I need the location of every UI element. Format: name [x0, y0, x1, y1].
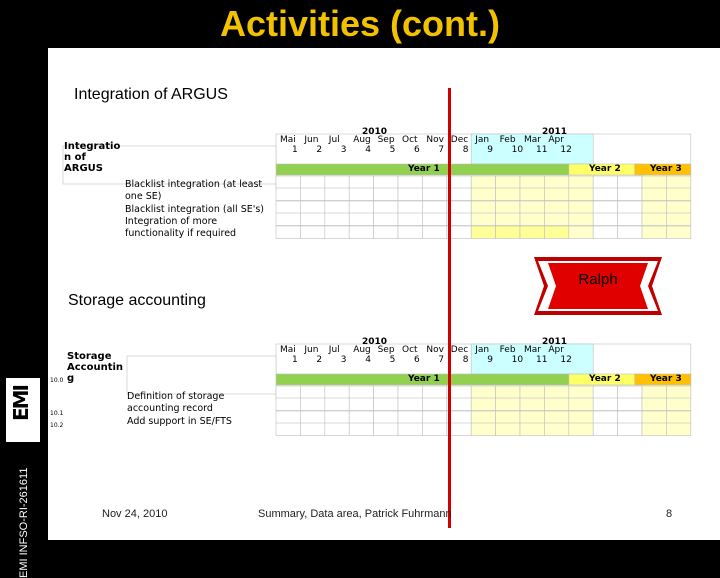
gantt-cell	[666, 176, 690, 189]
month-number: 11	[536, 145, 548, 155]
gantt-cell	[398, 188, 422, 201]
gantt-cell	[398, 176, 422, 189]
month-label: Jul	[328, 345, 340, 355]
gantt-cell	[349, 201, 373, 214]
gantt-cell	[496, 201, 520, 214]
gantt-cell	[422, 411, 446, 424]
gantt-cell	[398, 226, 422, 239]
gantt-cell	[544, 176, 568, 189]
gantt-cell	[593, 398, 617, 411]
gantt-cell	[520, 423, 544, 436]
gantt-cell	[276, 213, 300, 226]
section-heading-storage: Storage accounting	[68, 292, 206, 309]
month-number: 10	[511, 355, 524, 365]
gantt-cell	[666, 411, 690, 424]
month-label: Mai	[280, 135, 296, 145]
month-label: Sep	[377, 135, 395, 145]
gantt-cell	[496, 213, 520, 226]
year-2010-label: 2010	[362, 127, 388, 137]
project-id: EMI INFSO-RI-261611	[18, 467, 30, 578]
month-number: 2	[316, 145, 323, 155]
gantt-cell	[325, 176, 349, 189]
month-number: 3	[340, 355, 347, 365]
month-number: 9	[487, 145, 493, 155]
gantt-cell	[642, 423, 666, 436]
gantt-cell	[276, 188, 300, 201]
month-label: Feb	[499, 135, 516, 145]
gantt-cell	[471, 398, 495, 411]
month-label: Oct	[402, 345, 418, 355]
month-number: 8	[462, 355, 469, 365]
gantt-cell	[325, 386, 349, 399]
gantt-cell	[520, 176, 544, 189]
gantt-cell	[374, 423, 398, 436]
gantt-cell	[496, 398, 520, 411]
gantt-cell	[349, 423, 373, 436]
gantt-cell	[544, 226, 568, 239]
month-number: 12	[560, 145, 572, 155]
year-3-label: Year 3	[650, 374, 682, 384]
gantt-cell	[325, 226, 349, 239]
month-number: 8	[462, 145, 469, 155]
month-label: Apr	[548, 345, 564, 355]
gantt-cell	[471, 188, 495, 201]
month-label: Aug	[353, 135, 371, 145]
row-number: 10.1	[50, 410, 64, 417]
gantt-cell	[593, 188, 617, 201]
gantt-cell	[349, 226, 373, 239]
gantt-cell	[422, 188, 446, 201]
gantt-cell	[325, 188, 349, 201]
gantt-cell	[422, 398, 446, 411]
gantt-cell	[520, 226, 544, 239]
gantt-cell	[422, 423, 446, 436]
gantt-cell	[398, 386, 422, 399]
gantt-cell	[276, 386, 300, 399]
gantt-cell	[642, 188, 666, 201]
gantt-cell	[520, 213, 544, 226]
row-number: 10.2	[50, 422, 64, 429]
gantt-cell	[422, 386, 446, 399]
gantt-cell	[618, 176, 642, 189]
gantt-cell	[300, 411, 324, 424]
gantt-cell	[520, 411, 544, 424]
gantt-cell	[349, 213, 373, 226]
gantt-cell	[471, 176, 495, 189]
gantt-cell	[349, 176, 373, 189]
gantt-cell	[544, 386, 568, 399]
gantt-cell	[496, 423, 520, 436]
gantt-cell	[300, 188, 324, 201]
gantt-cell	[374, 386, 398, 399]
year-2011-label: 2011	[542, 127, 568, 137]
gantt-cell	[374, 201, 398, 214]
gantt-cell	[666, 386, 690, 399]
gantt-cell	[593, 423, 617, 436]
row-number: 10.0	[50, 377, 64, 384]
month-label: Oct	[402, 135, 418, 145]
gantt-cell	[642, 411, 666, 424]
month-label: Mar	[524, 135, 541, 145]
gantt-cell	[300, 226, 324, 239]
month-label: Jul	[328, 135, 340, 145]
month-number: 7	[438, 145, 445, 155]
gantt-cell	[349, 411, 373, 424]
gantt-cell	[374, 226, 398, 239]
month-label: Sep	[377, 345, 395, 355]
gantt-cell	[374, 213, 398, 226]
gantt-cell	[300, 201, 324, 214]
year-2011-label: 2011	[542, 337, 568, 347]
gantt-cell	[520, 386, 544, 399]
gantt-cell	[276, 176, 300, 189]
gantt-cell	[569, 423, 593, 436]
gantt-cell	[520, 188, 544, 201]
gantt-cell	[422, 213, 446, 226]
gantt-cell	[618, 423, 642, 436]
month-label: Aug	[353, 345, 371, 355]
month-number: 12	[560, 355, 572, 365]
month-label: Jun	[304, 345, 319, 355]
gantt-cell	[593, 176, 617, 189]
month-number: 6	[414, 145, 420, 155]
year-2-label: Year 2	[589, 374, 621, 384]
gantt-cell	[642, 386, 666, 399]
gantt-cell	[325, 398, 349, 411]
gantt-cell	[593, 213, 617, 226]
gantt-cell	[471, 226, 495, 239]
gantt-cell	[642, 213, 666, 226]
gantt-cell	[398, 411, 422, 424]
gantt-cell	[276, 201, 300, 214]
month-label: Apr	[548, 135, 564, 145]
month-number: 4	[365, 355, 371, 365]
gantt-cell	[569, 386, 593, 399]
section-label-argus: Integratio n of ARGUS	[64, 141, 121, 174]
gantt-cell	[300, 176, 324, 189]
month-label: Mai	[280, 345, 296, 355]
gantt-cell	[666, 213, 690, 226]
gantt-cell	[666, 423, 690, 436]
gantt-cell	[471, 423, 495, 436]
month-number: 5	[389, 145, 396, 155]
gantt-cell	[325, 213, 349, 226]
gantt-cell	[593, 411, 617, 424]
year-3-label: Year 3	[650, 164, 682, 174]
gantt-cell	[374, 176, 398, 189]
section-heading-argus: Integration of ARGUS	[74, 86, 228, 103]
year-2-label: Year 2	[589, 164, 621, 174]
gantt-cell	[496, 188, 520, 201]
month-label: Dec	[450, 345, 469, 355]
month-number: 3	[340, 145, 347, 155]
gantt-cell	[544, 398, 568, 411]
gantt-cell	[300, 423, 324, 436]
gantt-row-1: Blacklist integration (at least one SE)	[125, 179, 263, 202]
gantt-cell	[618, 398, 642, 411]
gantt-cell	[593, 386, 617, 399]
gantt-cell	[520, 201, 544, 214]
gantt-cell	[618, 226, 642, 239]
gantt-cell	[593, 201, 617, 214]
month-label: Jan	[475, 345, 490, 355]
month-number: 1	[292, 145, 298, 155]
month-label: Feb	[499, 345, 516, 355]
gantt-cell	[544, 201, 568, 214]
footer-date: Nov 24, 2010	[102, 508, 168, 520]
month-number: 4	[365, 145, 371, 155]
month-label: Jan	[475, 135, 490, 145]
footer-page: 8	[666, 508, 673, 520]
gantt-cell	[544, 411, 568, 424]
gantt-cell	[422, 201, 446, 214]
gantt-cell	[642, 226, 666, 239]
month-label: Mar	[524, 345, 541, 355]
gantt-cell	[642, 176, 666, 189]
gantt-cell	[398, 423, 422, 436]
gantt-cell	[666, 398, 690, 411]
month-number: 1	[292, 355, 298, 365]
year-1-label: Year 1	[408, 164, 440, 174]
gantt-cell	[496, 386, 520, 399]
month-number: 2	[316, 355, 323, 365]
gantt-cell	[569, 201, 593, 214]
month-number: 10	[511, 145, 524, 155]
gantt-cell	[618, 213, 642, 226]
gantt-cell	[544, 423, 568, 436]
gantt-cell	[276, 411, 300, 424]
gantt-cell	[276, 226, 300, 239]
gantt-cell	[544, 188, 568, 201]
gantt-cell	[349, 386, 373, 399]
gantt-cell	[374, 398, 398, 411]
gantt-cell	[300, 398, 324, 411]
gantt-cell	[496, 411, 520, 424]
gantt-cell	[642, 398, 666, 411]
gantt-row-4: Definition of storage accounting record	[127, 391, 225, 414]
gantt-cell	[618, 201, 642, 214]
slide-title: Activities (cont.)	[219, 3, 501, 44]
gantt-cell	[300, 386, 324, 399]
gantt-cell	[618, 411, 642, 424]
gantt-cell	[569, 213, 593, 226]
badge-label: Ralph	[578, 271, 618, 288]
gantt-label-box	[127, 356, 276, 394]
gantt-cell	[471, 386, 495, 399]
gantt-row-3: Integration of more functionality if required	[125, 216, 237, 239]
section-label-storage: Storage Accountin g	[67, 351, 124, 384]
current-date-marker	[448, 88, 451, 528]
gantt-cell	[496, 176, 520, 189]
gantt-cell	[666, 188, 690, 201]
gantt-cell	[325, 411, 349, 424]
gantt-cell	[569, 411, 593, 424]
gantt-cell	[618, 188, 642, 201]
gantt-cell	[325, 201, 349, 214]
month-number: 6	[414, 355, 420, 365]
gantt-cell	[398, 398, 422, 411]
gantt-cell	[569, 176, 593, 189]
gantt-cell	[642, 201, 666, 214]
month-label: Nov	[426, 135, 444, 145]
gantt-cell	[422, 226, 446, 239]
gantt-cell	[276, 423, 300, 436]
gantt-cell	[398, 201, 422, 214]
gantt-cell	[471, 213, 495, 226]
gantt-cell	[276, 398, 300, 411]
year-2010-label: 2010	[362, 337, 388, 347]
gantt-cell	[666, 226, 690, 239]
gantt-cell	[471, 411, 495, 424]
month-number: 11	[536, 355, 548, 365]
month-number: 5	[389, 355, 396, 365]
gantt-cell	[544, 213, 568, 226]
year-1-label: Year 1	[408, 374, 440, 384]
gantt-cell	[618, 386, 642, 399]
gantt-cell	[398, 213, 422, 226]
gantt-cell	[520, 398, 544, 411]
month-number: 9	[487, 355, 493, 365]
gantt-cell	[496, 226, 520, 239]
gantt-cell	[569, 398, 593, 411]
gantt-cell	[374, 411, 398, 424]
month-label: Dec	[450, 135, 469, 145]
gantt-cell	[374, 188, 398, 201]
gantt-cell	[422, 176, 446, 189]
month-number: 7	[438, 355, 445, 365]
gantt-cell	[569, 226, 593, 239]
gantt-cell	[325, 423, 349, 436]
gantt-cell	[593, 226, 617, 239]
gantt-cell	[666, 201, 690, 214]
emi-logo: EMI	[6, 378, 40, 442]
gantt-cell	[300, 213, 324, 226]
gantt-cell	[349, 398, 373, 411]
month-label: Jun	[304, 135, 319, 145]
month-label: Nov	[426, 345, 444, 355]
footer-center: Summary, Data area, Patrick Fuhrmann	[258, 508, 452, 520]
gantt-cell	[569, 188, 593, 201]
gantt-cell	[349, 188, 373, 201]
gantt-cell	[471, 201, 495, 214]
gantt-row-2: Blacklist integration (all SE's)	[125, 204, 265, 215]
gantt-row-5: Add support in SE/FTS	[127, 416, 232, 427]
ralph-badge	[524, 257, 672, 315]
